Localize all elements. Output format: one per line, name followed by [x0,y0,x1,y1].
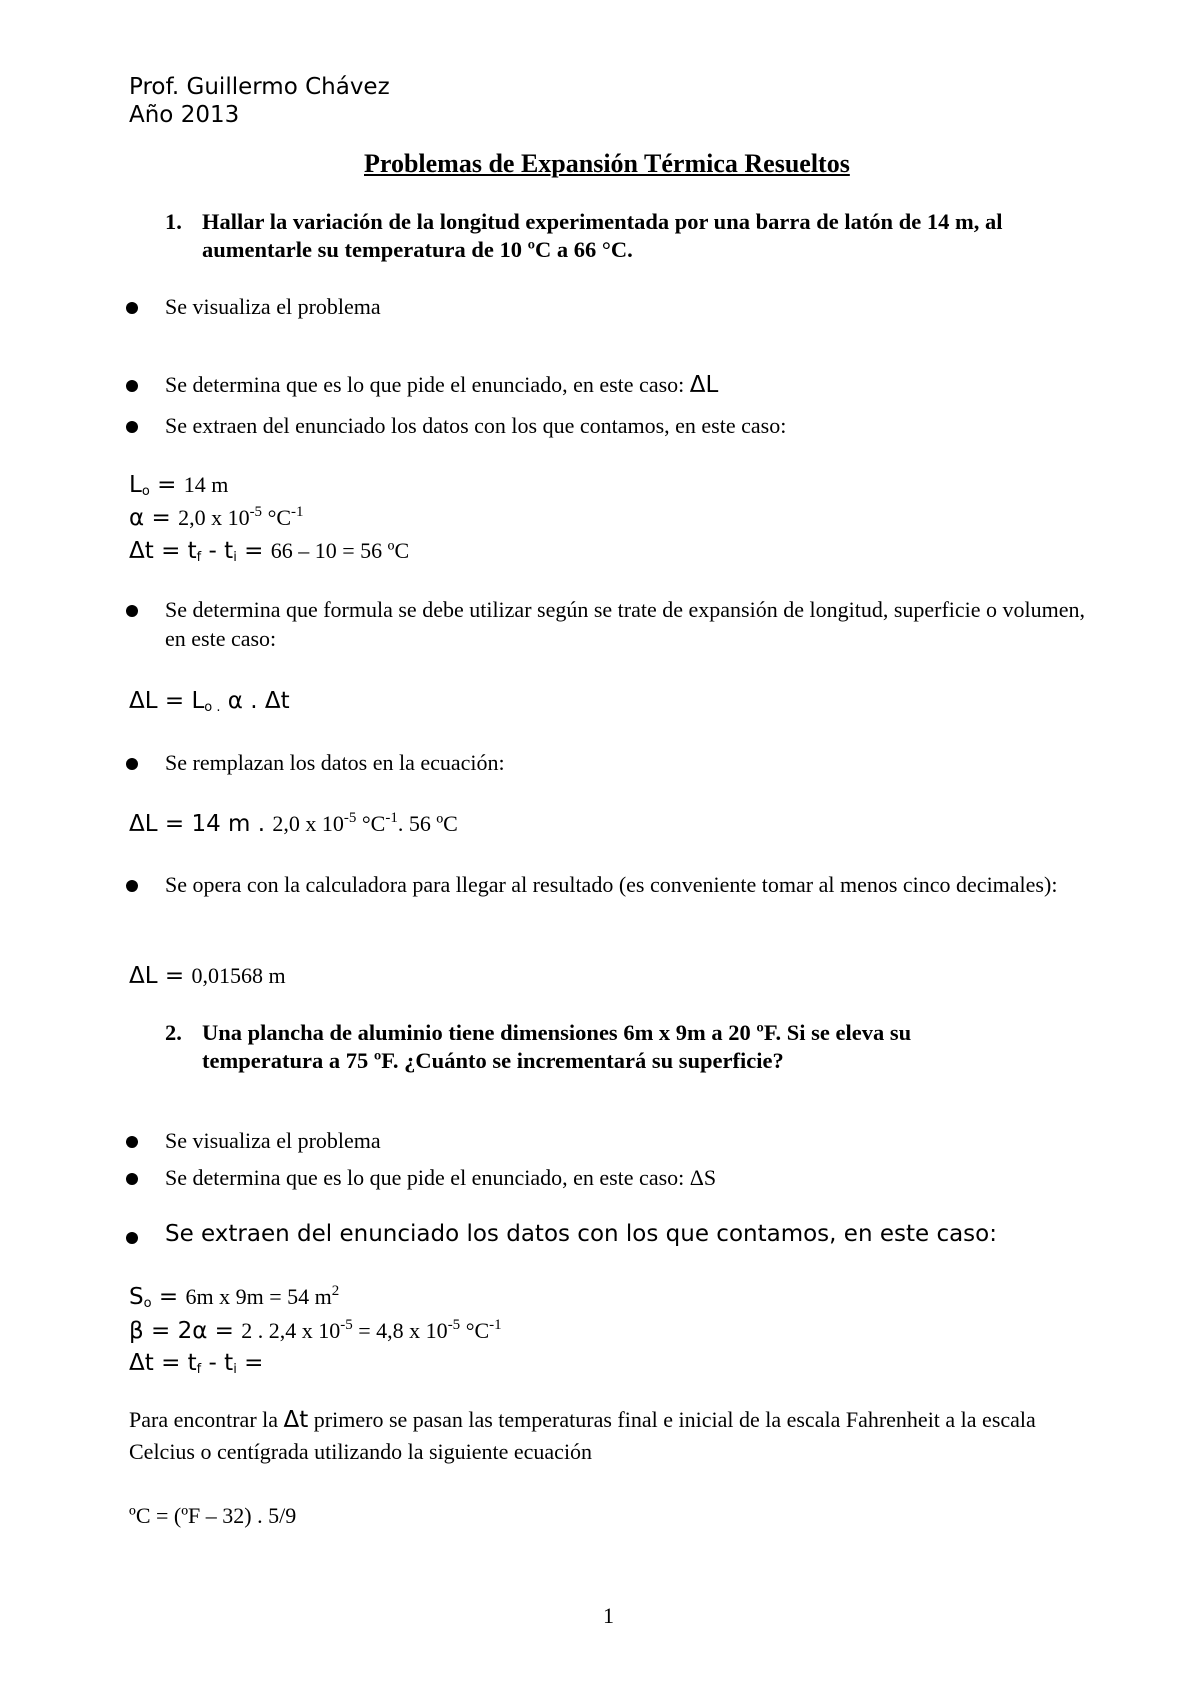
data-initial-length: $L_o = 14$ m [129,472,229,499]
step-formula: Se determina que formula se debe utilizar según se trate de expansión de longitud, superficie o volumen, en este caso: [165,597,1086,651]
data-delta-t-2: $\Delta t = t_f - t_i$ = [129,1350,264,1377]
bullet-icon [126,1173,138,1185]
bullet-icon [126,880,138,892]
step-determine-2: Se determina que es lo que pide el enunciado, en este caso: ΔS [165,1165,717,1190]
step-replace: Se remplazan los datos en la ecuación: [165,750,505,775]
problem-1-number: 1. [165,209,182,234]
year-header: Año 2013 [129,102,240,128]
conversion-paragraph: Para encontrar la Δt primero se pasan las temperaturas final e inicial de la escala Fahrenheit a la escala Celcius o centígrada utilizando la siguiente ecuación [129,1407,1036,1464]
step-calculate: Se opera con la calculadora para llegar al resultado (es conveniente tomar al menos cinco decimales): [165,872,1058,897]
conversion-formula: ºC = (ºF – 32) . 5/9 [129,1503,297,1528]
bullet-icon [126,302,138,314]
bullet-icon [126,1136,138,1148]
step-determine: Se determina que es lo que pide el enunciado, en este caso: ΔL [165,372,719,398]
problem-2-number: 2. [165,1020,182,1045]
data-initial-surface: $S_o = 6m$ x 9m = 54 $m^2$ [129,1283,340,1311]
problem-2-text: Una plancha de aluminio tiene dimensiones 6m x 9m a 20 ºF. Si se eleva su temperatura a 75 ºF. ¿Cuánto se incrementará su superficie? [202,1020,912,1073]
page-number: 1 [603,1603,614,1628]
data-beta: β = 2α = 2 . 2,4 x $10^{-5} = 4,8$ x $10^{-5}$ $^\circ C^{-1}$ [129,1317,502,1344]
bullet-icon [126,1232,138,1244]
step-extract-2: Se extraen del enunciado los datos con los que contamos, en este caso: [165,1221,997,1247]
bullet-icon [126,758,138,770]
bullet-icon [126,421,138,433]
data-delta-t: $\Delta t = t_f - t_i = 66 - 10 = 56$ ºC [129,538,410,565]
formula-replaced: ΔL = 14 m . 2,0 x $10^{-5}$ $^\circ C^{-1}$. 56 ºC [129,810,458,837]
data-alpha: α = 2,0 x $10^{-5}$ $^\circ C^{-1}$ [129,504,304,531]
bullet-icon [126,605,138,617]
step-extract: Se extraen del enunciado los datos con los que contamos, en este caso: [165,413,787,438]
result-problem-1: ΔL = 0,01568 m [129,963,286,989]
formula-linear-expansion: $\Delta L = L_{o .}$ α . Δt [129,688,290,715]
bullet-icon [126,380,138,392]
problem-1-text: Hallar la variación de la longitud experimentada por una barra de latón de 14 m, al aumentarle su temperatura de 10 ºC a 66 °C. [202,209,1003,262]
page-title: Problemas de Expansión Térmica Resueltos [364,149,850,178]
author-header: Prof. Guillermo Chávez [129,74,390,100]
step-visualize: Se visualiza el problema [165,294,381,319]
step-visualize-2: Se visualiza el problema [165,1128,381,1153]
